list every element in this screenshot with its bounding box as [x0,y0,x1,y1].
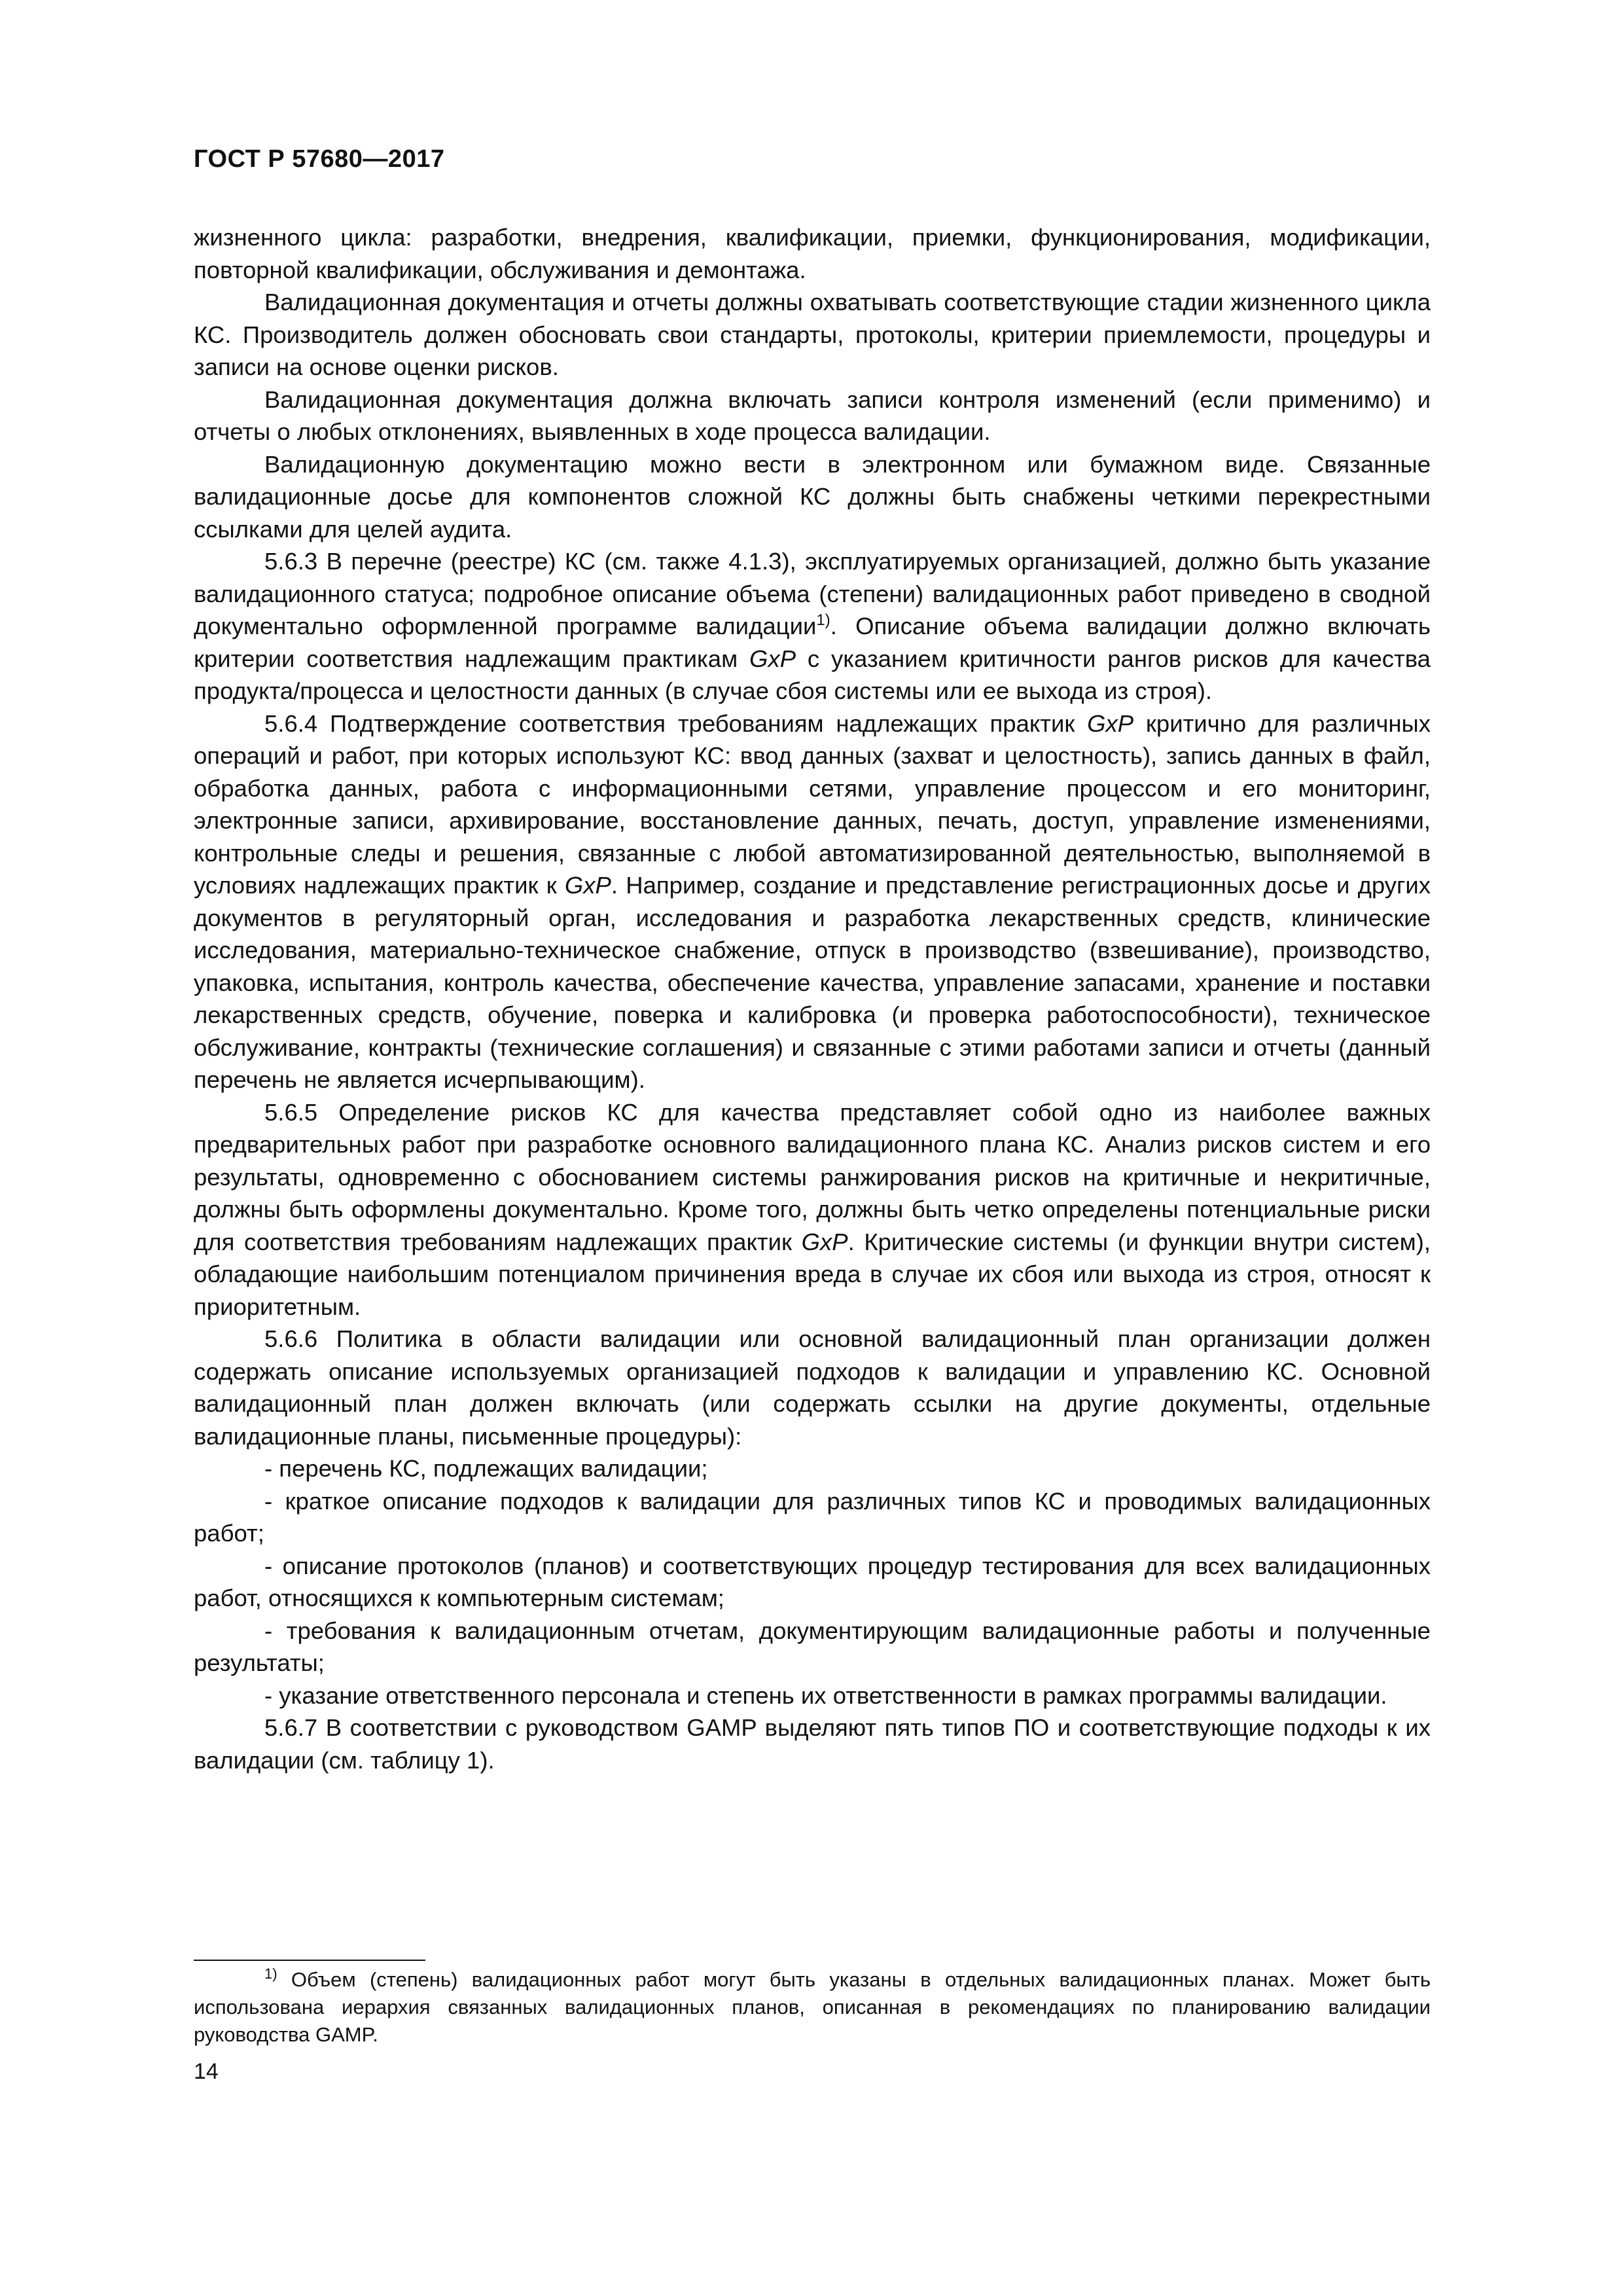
main-text [194,221,1431,1776]
list-item: - требования к валидационным отчетам, документирующим валидационные работы и полученные результаты; [194,1617,1431,1676]
paragraph-5-6-7: 5.6.7 В соответствии с руководством GAMP выделяют пять типов ПО и соответствующие подходы к их валидации (см. таблицу 1). [194,1714,1431,1774]
list-item: - краткое описание подходов к валидации для различных типов КС и проводимых валидационных работ; [194,1487,1431,1547]
document-code-header: ГОСТ Р 57680—2017 [194,145,445,173]
gxp-term: GxP [564,872,611,899]
footnote-marker: 1) [264,1965,277,1982]
page-number: 14 [194,2059,219,2084]
text-span: 5.6.5 Определение рисков КС для качества представляет собой одно из наиболее важных предварительных работ при разработке основного валидационного плана КС. Анализ рисков систем и его результаты, одновременно с обоснованием системы ранжирования рисков на критичные и некритичные, должны быть оформлены документально. Кроме того, должны быть четко определены потенциальные риски для соответствия требованиям надлежащих практик [194,1098,1431,1255]
gxp-term: GxP [1087,709,1134,737]
footnote-reference: 1) [816,611,830,629]
paragraph-lifecycle: жизненного цикла: разработки, внедрения, квалификации, приемки, функционирования, модификации, повторной квалификации, обслуживания и демонтажа. [194,224,1431,283]
gxp-term: GxP [749,645,796,672]
paragraph-5-6-5 [194,1096,1431,1323]
list-item: - указание ответственного персонала и степень их ответственности в рамках программы валидации. [264,1681,1387,1709]
footnote [194,1966,1431,2049]
paragraph-5-6-4 [194,708,1431,1096]
footnote-separator [194,1960,425,1961]
list-item: - описание протоколов (планов) и соответствующих процедур тестирования для всех валидационных работ, относящихся к компьютерным системам; [194,1552,1431,1611]
list-item: - перечень КС, подлежащих валидации; [264,1455,708,1482]
text-span: 5.6.3 В перечне (реестре) КС (см. также 4.1.3), эксплуатируемых организацией, должно быть указание валидационного статуса; подробное описание объема (степени) валидационных работ приведено в сводной документально оформленной программе валидации [194,548,1431,639]
text-span: 5.6.4 Подтверждение соответствия требованиям надлежащих практик [264,709,1088,737]
text-span: . Критические системы (и функции внутри систем), обладающие наибольшим потенциалом причинения вреда в случае их сбоя или выхода из строя, относят к приоритетным. [194,1228,1431,1320]
text-span: . Описание объема валидации должно включать критерии соответствия надлежащим практикам [194,613,1431,672]
paragraph-5-6-3 [194,545,1431,708]
gxp-term: GxP [801,1228,848,1255]
text-span: с указанием критичности рангов рисков для качества продукта/процесса и целостности данных (в случае сбоя системы или ее выхода из строя). [194,645,1431,704]
text-span: критично для различных операций и работ, при которых используют КС: ввод данных (захват и целостность), запись данных в файл, обработка данных, работа с информационными сетями, управление процессом и его мониторинг, электронные записи, архивирование, восстановление данных, печать, доступ, управление изменениями, контрольные следы и решения, связанные с любой автоматизированной деятельностью, выполняемой в условиях надлежащих практик к [194,709,1431,899]
text-span: . Например, создание и представление регистрационных досье и других документов в регуляторный орган, исследования и разработка лекарственных средств, клинические исследования, материально-техническое снабжение, отпуск в производство (взвешивание), производство, упаковка, испытания, контроль качества, обеспечение качества, управление запасами, хранение и поставки лекарственных средств, обучение, поверка и калибровка (и проверка работоспособности), техническое обслуживание, контракты (технические соглашения) и связанные с этими работами записи и отчеты (данный перечень не является исчерпывающим). [194,872,1431,1093]
paragraph-validation-docs: Валидационная документация и отчеты должны охватывать соответствующие стадии жизненного цикла КС. Производитель должен обосновать свои стандарты, протоколы, критерии приемлемости, процедуры и записи на основе оценки рисков. [194,289,1431,380]
paragraph-electronic-docs: Валидационную документацию можно вести в электронном или бумажном виде. Связанные валидационные досье для компонентов сложной КС должны быть снабжены четкими перекрестными ссылками для целей аудита. [194,450,1431,543]
footnote-text: Объем (степень) валидационных работ могут быть указаны в отдельных валидационных планах. Может быть использована иерархия связанных валидационных планов, описанная в рекомендациях по планированию валидации руководства GAMP. [194,1968,1431,2046]
paragraph-5-6-6: 5.6.6 Политика в области валидации или основной валидационный план организации должен содержать описание используемых организацией подходов к валидации и управлению КС. Основной валидационный план должен включать (или содержать ссылки на другие документы, отдельные валидационные планы, письменные процедуры): [194,1325,1431,1450]
paragraph-change-control: Валидационная документация должна включать записи контроля изменений (если применимо) и отчеты о любых отклонениях, выявленных в ходе процесса валидации. [194,386,1431,445]
